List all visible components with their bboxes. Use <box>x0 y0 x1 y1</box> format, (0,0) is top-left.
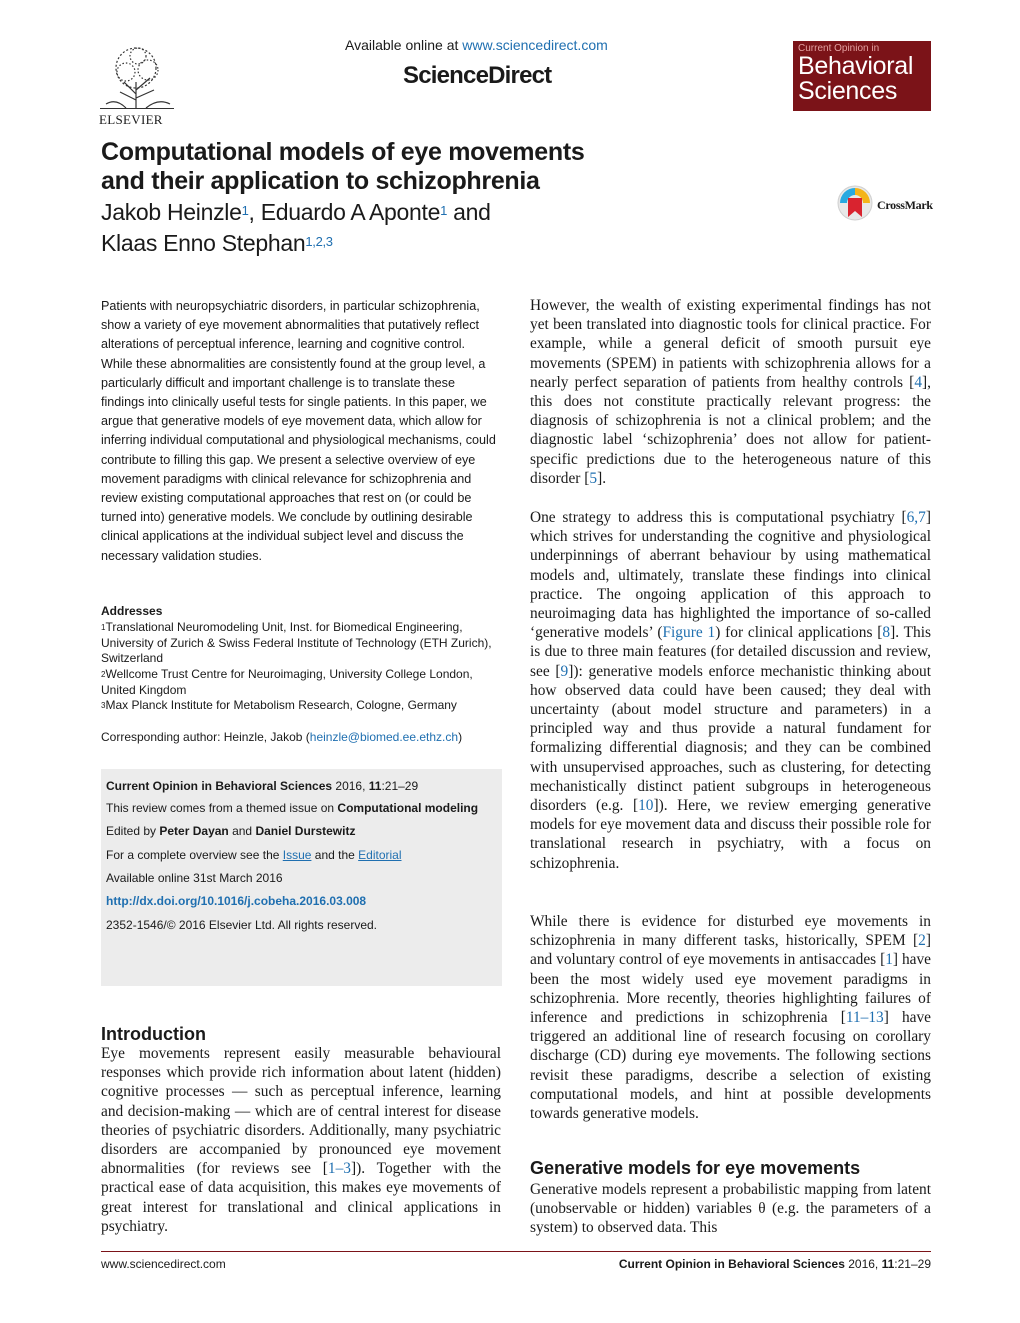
available-date: Available online 31st March 2016 <box>106 871 283 885</box>
affiliation-ref[interactable]: 1,2,3 <box>305 234 333 249</box>
author-name: Klaas Enno Stephan <box>101 230 306 256</box>
citation-link[interactable]: 10 <box>638 797 654 815</box>
publisher-name: ELSEVIER <box>99 112 163 127</box>
copyright-line: 2352-1546/© 2016 Elsevier Ltd. All rights reserved. <box>106 918 377 932</box>
section-heading-introduction: Introduction <box>101 1024 206 1044</box>
footer-citation: Current Opinion in Behavioral Sciences 2016, 11:21–29 <box>618 1257 931 1271</box>
citation-link[interactable]: 1 <box>885 951 893 969</box>
sciencedirect-link[interactable]: www.sciencedirect.com <box>462 37 608 53</box>
email-link[interactable]: heinzle@biomed.ee.ethz.ch <box>309 730 459 744</box>
citation-line: Current Opinion in Behavioral Sciences 2016, 11:21–29 <box>106 779 419 793</box>
overview-line: For a complete overview see the Issue and the Editorial <box>106 848 402 862</box>
generative-models-paragraph: Generative models represent a probabilistic mapping from latent (unobservable or hidden) variables θ (e.g. the parameters of a system) to observed data. This <box>530 1181 931 1237</box>
corresponding-author: Corresponding author: Heinzle, Jakob (heinzle@biomed.ee.ethz.ch) <box>101 730 463 744</box>
addresses-heading: Addresses <box>101 604 163 618</box>
doi-link[interactable]: http://dx.doi.org/10.1016/j.cobeha.2016.03.008 <box>106 894 367 908</box>
article-info-box <box>101 769 502 986</box>
address-2: $^2$Wellcome Trust Centre for Neuroimaging, University College London, United Kingdom <box>101 667 473 697</box>
crossmark-icon[interactable] <box>836 184 874 227</box>
citation-link[interactable]: 5 <box>589 469 598 487</box>
citation-link[interactable]: 2 <box>918 932 926 950</box>
issue-link[interactable]: Issue <box>282 848 312 862</box>
citation-link[interactable]: 11–13 <box>845 1009 884 1027</box>
intro-paragraph: Eye movements represent easily measurable behavioural responses which provide rich information about latent (hidden) cognitive processes — such as perceptual inference, learning and decision-making — which are of central interest for disease theories of psychiatric disorders. Additionally, many psychiatric disorders are accompanied by pronounced eye movement abnormalities (for reviews see [1–3]). Together with the practical ease of data acquisition, this makes eye movements of great interest for translational and clinical applications in psychiatry. <box>101 1045 501 1235</box>
address-1: $^1$Translational Neuromodeling Unit, Inst. for Biomedical Engineering, University of Zurich & Swiss Federal Institute of Technology (ETH Zurich), Switzerland <box>101 620 492 666</box>
elsevier-logo <box>96 42 182 128</box>
journal-logo: Current Opinion in Behavioral Sciences <box>793 41 931 111</box>
abstract: Patients with neuropsychiatric disorders, in particular schizophrenia, show a variety of eye movement abnormalities that putatively reflect alterations of perceptual inference, learning and cognitive control. While these abnormalities are consistently found at the group level, a particularly difficult and important challenge is to translate these findings into clinically useful tests for single patients. In this paper, we argue that generative models of eye movement data, which allow for inferring individual computational and physiological mechanisms, could contribute to filling this gap. We present a selective overview of eye movement paradigms with clinical relevance for schizophrenia and review existing computational approaches that rest on (or could be turned into) generative models. We conclude by outlining desirable clinical applications at the individual subject level and discuss the necessary validation studies. <box>101 299 496 563</box>
affiliation-ref[interactable]: 1 <box>440 203 448 218</box>
citation-link[interactable]: 1–3 <box>327 1160 351 1178</box>
author-list: Jakob Heinzle$^1$, Eduardo A Aponte$^1$ and Klaas Enno Stephan$^{1,2,3}$ <box>101 199 491 256</box>
body-paragraph-3: While there is evidence for disturbed eye movements in schizophrenia in many different tasks, historically, SPEM [2] and voluntary control of eye movements in antisaccades [1] have been the most widely used eye movement paradigms in schizophrenia. More recently, theories highlighting failures of inference and predictions in schizophrenia [11–13] have triggered an additional line of research focusing on corollary discharge (CD) during eye movements. The following sections revisit these paradigms, describe a selection of existing computational models, and hint at possible developments towards generative models. <box>530 913 931 1123</box>
author-name: Eduardo A Aponte <box>260 199 441 225</box>
footer-divider <box>101 1251 931 1252</box>
address-3: $^3$Max Planck Institute for Metabolism Research, Cologne, Germany <box>101 698 457 712</box>
author-name: Jakob Heinzle <box>101 199 242 225</box>
citation-link[interactable]: 4 <box>914 373 923 391</box>
citation-link[interactable]: 8 <box>882 624 891 642</box>
crossmark-label[interactable]: CrossMark <box>877 198 933 212</box>
article-title: Computational models of eye movements and their application to schizophrenia <box>101 138 585 195</box>
footer-url[interactable]: www.sciencedirect.com <box>101 1257 226 1271</box>
themed-issue-line: This review comes from a themed issue on Computational modeling <box>106 801 479 815</box>
available-online: Available online at www.sciencedirect.com <box>345 37 608 53</box>
body-paragraph-1: However, the wealth of existing experimental findings has not yet been translated into diagnostic tools for clinical practice. For example, while a general deficit of smooth pursuit eye movements (SPEM) in patients with schizophrenia allows for a nearly perfect separation of patients from healthy controls [4], this does not constitute practically relevant progress: the diagnosis of schizophrenia is not a clinical problem; and the diagnostic label ‘schizophrenia’ does not allow for patient-specific predictions due to the heterogeneous nature of this disorder [5]. <box>530 297 931 487</box>
citation-link[interactable]: 9 <box>560 662 569 680</box>
figure-link[interactable]: Figure 1 <box>662 624 716 642</box>
editorial-link[interactable]: Editorial <box>358 848 402 862</box>
citation-link[interactable]: 6,7 <box>906 509 926 526</box>
sciencedirect-brand: ScienceDirect <box>403 62 552 89</box>
body-paragraph-2: One strategy to address this is computational psychiatry [6,7] which strives for understanding the cognitive and physiological underpinnings of aberrant behaviour by using mathematical models and, ultimately, translate these findings into clinical practice. The ongoing application of this approach to neuroimaging data has highlighted the importance of so-called ‘generative models’ (Figure 1) for clinical applications [8]. This is due to three main features (for detailed discussion and review, see [9]): generative models enforce mechanistic thinking about how observed data could have been caused; they deal with uncertainty (about model structure and parameters) in a principled way and thus provide a natural fundament for formalizing differential diagnosis; and they can be combined with unsupervised approaches, such as clustering, for detecting mechanistically distinct patient subgroups in heterogeneous disorders (e.g. [10]). Here, we review emerging generative models for eye movement data and discuss their possible role for translational research in psychiatry, with a focus on schizophrenia. <box>530 509 932 872</box>
section-heading-generative-models: Generative models for eye movements <box>530 1158 861 1178</box>
editors-line: Edited by Peter Dayan and Daniel Durstewitz <box>106 824 356 838</box>
affiliation-ref[interactable]: 1 <box>241 203 249 218</box>
